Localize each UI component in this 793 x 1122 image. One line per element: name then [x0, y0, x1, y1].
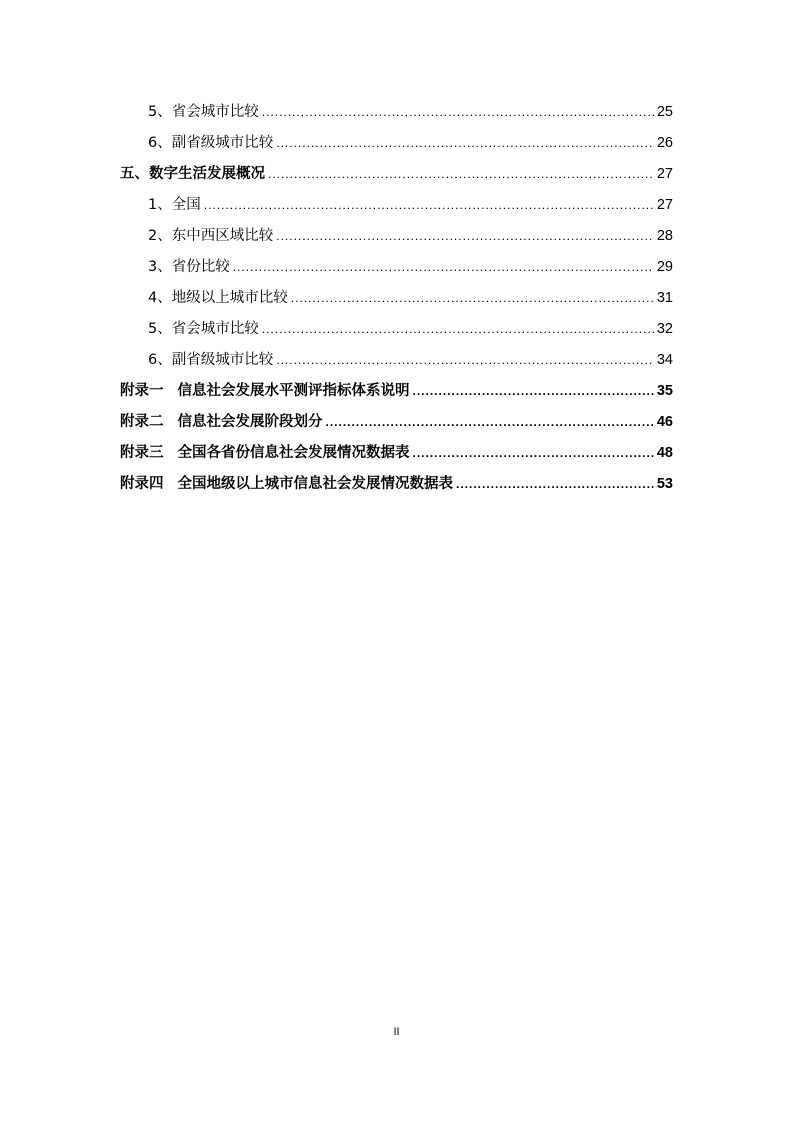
toc-entry[interactable] — [120, 346, 673, 377]
toc-entry-page: 31 — [656, 290, 673, 306]
toc-entry-label: 3、省份比较 — [148, 259, 230, 275]
toc-entry-label: 6、副省级城市比较 — [148, 352, 274, 368]
toc-entry-label: 5、省会城市比较 — [148, 321, 259, 337]
toc-entry[interactable] — [120, 191, 673, 222]
toc-leader-dots — [413, 443, 654, 463]
toc-leader-dots — [262, 102, 654, 122]
toc-leader-dots — [204, 195, 654, 215]
toc-leader-dots — [262, 319, 654, 339]
toc-entry-label — [120, 443, 410, 463]
toc-entry-page: 29 — [656, 259, 673, 275]
toc-entry-label: 1、全国 — [148, 197, 201, 213]
toc-entry-page: 25 — [656, 104, 673, 120]
toc-leader-dots — [268, 164, 654, 184]
appendix-prefix: 附录一 — [120, 383, 164, 399]
toc-entry-page: 27 — [656, 197, 673, 213]
toc-entry-page: 27 — [656, 166, 673, 182]
toc-entry-label — [120, 381, 410, 401]
toc-entry-label: 5、省会城市比较 — [148, 104, 259, 120]
toc-leader-dots — [413, 381, 654, 401]
table-of-contents — [120, 98, 673, 501]
toc-leader-dots — [456, 474, 654, 494]
toc-entry[interactable] — [120, 253, 673, 284]
toc-entry-label: 4、地级以上城市比较 — [148, 290, 288, 306]
toc-entry-label — [120, 412, 323, 432]
toc-leader-dots — [276, 350, 654, 370]
toc-entry-page: 46 — [656, 414, 673, 430]
toc-entry-label: 五、数字生活发展概况 — [120, 166, 265, 182]
toc-entry[interactable] — [120, 222, 673, 253]
toc-entry-label — [120, 474, 453, 494]
toc-leader-dots — [291, 288, 654, 308]
toc-leader-dots — [276, 226, 654, 246]
toc-appendix-entry[interactable] — [120, 408, 673, 439]
toc-entry-page: 32 — [656, 321, 673, 337]
appendix-title: 信息社会发展水平测评指标体系说明 — [177, 383, 410, 399]
toc-leader-dots — [326, 412, 654, 432]
toc-appendix-entry[interactable] — [120, 377, 673, 408]
appendix-prefix: 附录四 — [120, 476, 164, 492]
toc-entry[interactable] — [120, 129, 673, 160]
toc-entry-page: 53 — [656, 476, 673, 492]
toc-entry[interactable] — [120, 284, 673, 315]
appendix-title: 全国地级以上城市信息社会发展情况数据表 — [177, 476, 453, 492]
toc-leader-dots — [276, 133, 654, 153]
toc-entry[interactable] — [120, 98, 673, 129]
toc-entry-page: 26 — [656, 135, 673, 151]
toc-entry-page: 48 — [656, 445, 673, 461]
toc-entry-page: 34 — [656, 352, 673, 368]
page-number: II — [393, 1026, 400, 1038]
appendix-title: 全国各省份信息社会发展情况数据表 — [177, 445, 410, 461]
toc-entry-page: 35 — [656, 383, 673, 399]
appendix-title: 信息社会发展阶段划分 — [177, 414, 323, 430]
toc-entry[interactable] — [120, 315, 673, 346]
toc-entry-label: 2、东中西区域比较 — [148, 228, 274, 244]
toc-appendix-entry[interactable] — [120, 439, 673, 470]
toc-appendix-entry[interactable] — [120, 470, 673, 501]
toc-leader-dots — [233, 257, 654, 277]
toc-entry-page: 28 — [656, 228, 673, 244]
toc-section-entry[interactable] — [120, 160, 673, 191]
toc-entry-label: 6、副省级城市比较 — [148, 135, 274, 151]
appendix-prefix: 附录二 — [120, 414, 164, 430]
appendix-prefix: 附录三 — [120, 445, 164, 461]
